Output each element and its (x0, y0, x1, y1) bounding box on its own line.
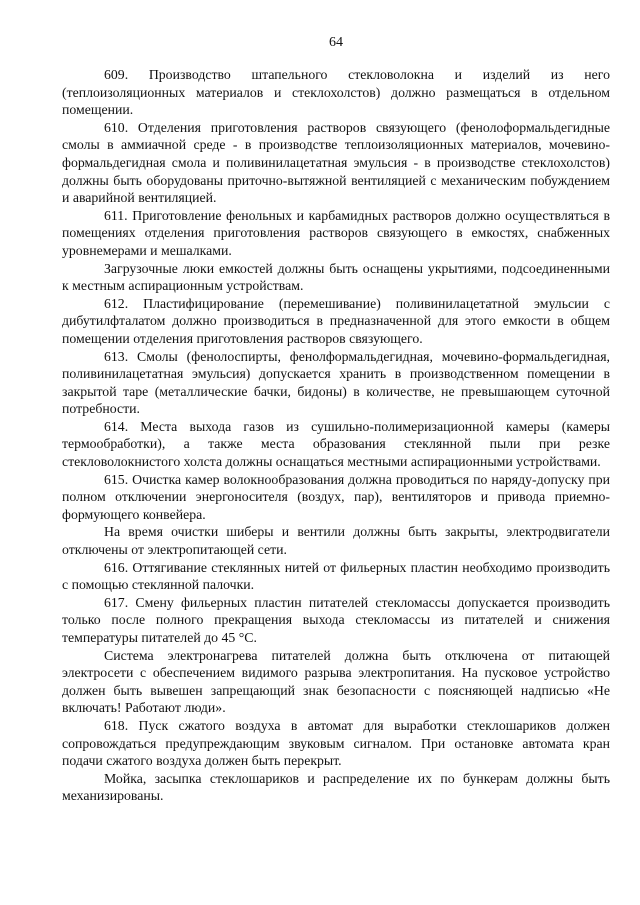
paragraph-618: 618. Пуск сжатого воздуха в автомат для выработки стеклошариков должен сопровождаться предупреждающим звуковым сигналом. При остановке автомата кран подачи сжатого воздуха должен быть перекрыт. (62, 717, 610, 769)
paragraph-617: 617. Смену фильерных пластин питателей стекломассы допускается производить только после полного прекращения выхода стекломассы из питателей и снижения температуры питателей до 45 °С. (62, 594, 610, 645)
paragraph-616: 616. Оттягивание стеклянных нитей от фильерных пластин необходимо производить с помощью стеклянной палочки. (62, 559, 610, 593)
paragraph-609: 609. Производство штапельного стекловолокна и изделий из него (теплоизоляционных материалов и стеклохолстов) должно размещаться в отдельном помещении. (62, 67, 610, 118)
document-body (62, 66, 610, 805)
paragraph-615: 615. Очистка камер волокнообразования должна проводиться по наряду-допуску при полном отключении энергоносителя (воздух, пар), вентиляторов и привода приемно-формующего конвейера. (62, 471, 610, 522)
paragraph-618-washing: Мойка, засыпка стеклошариков и распределение их по бункерам должны быть механизированы. (62, 770, 610, 804)
paragraph-611-hatches: Загрузочные люки емкостей должны быть оснащены укрытиями, подсоединенными к местным аспирационным устройствам. (62, 260, 610, 294)
paragraph-613: 613. Смолы (фенолоспирты, фенолформальдегидная, мочевино-формальдегидная, поливинилацетатная эмульсия) допускается хранить в производственном помещении в закрытой таре (металлические бачки, бидоны) в количестве, не превышающем суточной потребности. (62, 348, 610, 417)
paragraph-612: 612. Пластифицирование (перемешивание) поливинилацетатной эмульсии с дибутилфталатом должно производиться в предназначенной для этого емкости в общем помещении отделения приготовления растворов связующего. (62, 295, 610, 346)
paragraph-611: 611. Приготовление фенольных и карбамидных растворов должно осуществляться в помещениях отделения приготовления растворов связующего в емкостях, снабженных уровнемерами и мешалками. (62, 207, 610, 258)
document-page (62, 34, 610, 805)
paragraph-610: 610. Отделения приготовления растворов связующего (фенолоформальдегидные смолы в аммиачной среде - в производстве теплоизоляционных материалов, мочевино-формальдегидная смола и поливинилацетатная эмульсия - в производстве стеклохолстов) должны быть оборудованы приточно-вытяжной вентиляцией с механическим побуждением и аварийной вентиляцией. (62, 119, 610, 206)
paragraph-617-heating: Система электронагрева питателей должна быть отключена от питающей электросети с обеспечением видимого разрыва электропитания. На пусковое устройство должен быть вывешен запрещающий знак безопасности с поясняющей надписью «Не включать! Работают люди». (62, 647, 610, 716)
paragraph-615-cleaning: На время очистки шиберы и вентили должны быть закрыты, электродвигатели отключены от электропитающей сети. (62, 524, 610, 558)
page-number: 64 (329, 35, 343, 50)
paragraph-614: 614. Места выхода газов из сушильно-полимеризационной камеры (камеры термообработки), а также места образования стеклянной пыли при резке стекловолокнистого холста должны оснащаться местными аспирационными устройствами. (62, 418, 610, 470)
